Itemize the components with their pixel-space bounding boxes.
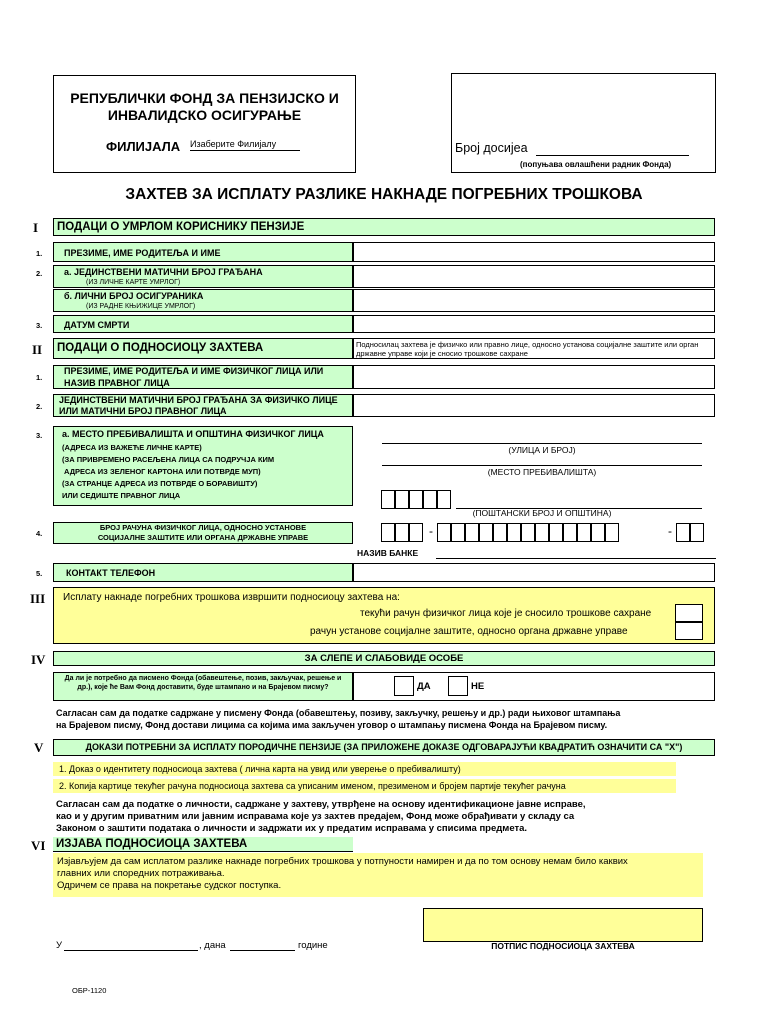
dash: - bbox=[668, 524, 672, 538]
section-2-note: Подносилац захтева је физичко или правно лице, односно установа социјалне заштите или орган државне управе који је сносио трошкове сахране bbox=[353, 338, 715, 359]
place-input[interactable] bbox=[64, 950, 198, 951]
section-5-numeral: V bbox=[34, 740, 44, 755]
section-3-numeral: III bbox=[30, 591, 46, 606]
payment-option-2-label: рачун установе социјалне заштите, односно органа државне управе bbox=[310, 626, 628, 637]
braille-yes-checkbox[interactable] bbox=[394, 676, 414, 696]
section-2-numeral: II bbox=[32, 342, 43, 357]
section-4-numeral: IV bbox=[31, 652, 46, 667]
deceased-name-input[interactable] bbox=[353, 242, 715, 262]
applicant-address-sub5: ИЛИ СЕДИШТЕ ПРАВНОГ ЛИЦА bbox=[62, 491, 181, 500]
street-label: (УЛИЦА И БРОЈ) bbox=[508, 445, 576, 455]
place-prefix: У bbox=[56, 940, 63, 951]
deceased-insured-number-text: б. ЛИЧНИ БРОЈ ОСИГУРАНИКА bbox=[64, 291, 204, 301]
deceased-jmbg-text: а. ЈЕДИНСТВЕНИ МАТИЧНИ БРОЈ ГРАЂАНА bbox=[64, 267, 263, 277]
fund-name bbox=[53, 90, 356, 124]
place-label: (МЕСТО ПРЕБИВАЛИШТА) bbox=[487, 467, 597, 477]
row-number: 4. bbox=[36, 529, 43, 538]
dash: - bbox=[429, 524, 433, 538]
signature-label: ПОТПИС ПОДНОСИОЦА ЗАХТЕВА bbox=[491, 941, 635, 951]
death-date-input[interactable] bbox=[353, 315, 715, 333]
data-consent-line1: Сагласан сам да податке о личности, садржане у захтеву, утврђене на основу идентификационе јавне исправе, bbox=[56, 799, 586, 810]
row-number: 2. bbox=[36, 269, 43, 278]
bank-account-part1[interactable] bbox=[381, 523, 423, 542]
deceased-jmbg-label bbox=[53, 265, 353, 288]
payment-option-1-label: текући рачун физичког лица које је сносило трошкове сахране bbox=[360, 608, 652, 619]
applicant-address-label bbox=[53, 426, 353, 506]
branch-label: ФИЛИЈАЛА bbox=[106, 139, 181, 154]
braille-no-checkbox[interactable] bbox=[448, 676, 468, 696]
row-number: 1. bbox=[36, 373, 43, 382]
section-4-heading: ЗА СЛЕПЕ И СЛАБОВИДЕ ОСОБЕ bbox=[53, 651, 715, 666]
applicant-jmbg-label: ЈЕДИНСТВЕНИ МАТИЧНИ БРОЈ ГРАЂАНА ЗА ФИЗИЧКО ЛИЦЕ ИЛИ МАТИЧНИ БРОЈ ПРАВНОГ ЛИЦА bbox=[53, 394, 353, 417]
applicant-address-text: а. МЕСТО ПРЕБИВАЛИШТА И ОПШТИНА ФИЗИЧКОГ ЛИЦА bbox=[62, 429, 324, 439]
bank-account-part3[interactable] bbox=[676, 523, 704, 542]
row-number: 3. bbox=[36, 431, 43, 440]
statement-line1: Изјављујем да сам исплатом разлике накнаде погребних трошкова у потпуности намирен и да по том основу немам било каквих bbox=[57, 856, 628, 867]
applicant-name-input[interactable] bbox=[353, 365, 715, 389]
form-title: ЗАХТЕВ ЗА ИСПЛАТУ РАЗЛИКЕ НАКНАДЕ ПОГРЕБНИХ ТРОШКОВА bbox=[125, 186, 643, 203]
fund-name-line2: ИНВАЛИДСКО ОСИГУРАЊЕ bbox=[107, 107, 302, 123]
payment-option-1-checkbox[interactable] bbox=[675, 604, 703, 622]
fund-name-line1: РЕПУБЛИЧКИ ФОНД ЗА ПЕНЗИЈСКО И bbox=[70, 90, 339, 106]
evidence-item-1[interactable]: 1. Доказ о идентитету подносиоца захтева ( лична карта на увид или уверење о пребивалишту) bbox=[53, 762, 676, 776]
deceased-insured-number-input[interactable] bbox=[353, 289, 715, 312]
applicant-address-sub2: (ЗА ПРИВРЕМЕНО РАСЕЉЕНА ЛИЦА СА ПОДРУЧЈА КИМ bbox=[62, 455, 275, 464]
braille-no-label: НЕ bbox=[471, 681, 485, 692]
file-number-input[interactable] bbox=[536, 155, 689, 156]
bank-name-input[interactable] bbox=[436, 558, 716, 559]
braille-yes-label: ДА bbox=[417, 681, 431, 692]
postal-code-input[interactable] bbox=[381, 490, 451, 509]
section-5-heading: ДОКАЗИ ПОТРЕБНИ ЗА ИСПЛАТУ ПОРОДИЧНЕ ПЕНЗИЈЕ (ЗА ПРИЛОЖЕНЕ ДОКАЗЕ ОДГОВАРАЈУЋИ КВАДРАТИЋ ОЗНАЧИТИ СА "Х") bbox=[53, 739, 715, 756]
applicant-name-label: ПРЕЗИМЕ, ИМЕ РОДИТЕЉА И ИМЕ ФИЗИЧКОГ ЛИЦА ИЛИ НАЗИВ ПРАВНОГ ЛИЦА bbox=[53, 365, 353, 389]
braille-consent-line2: на Брајевом писму, Фонд достави лицима са којима има закључен уговор о штампању писмена Фонда на Брајевом писму. bbox=[56, 720, 608, 730]
row-number: 1. bbox=[36, 249, 43, 258]
evidence-item-2[interactable]: 2. Копија картице текућег рачуна подносиоца захтева са уписаним именом, презименом и бројем партије текућег рачуна bbox=[53, 779, 676, 793]
place-input[interactable] bbox=[382, 465, 702, 466]
death-date-label: ДАТУМ СМРТИ bbox=[53, 315, 353, 333]
braille-question: Да ли је потребно да писмено Фонда (обавештење, позив, закључак, решење и др.), које ће Вам Фонд доставити, буде штампано и на Брајевом писму? bbox=[53, 672, 353, 701]
row-number: 5. bbox=[36, 569, 43, 578]
row-number: 3. bbox=[36, 321, 43, 330]
deceased-jmbg-sub: (ИЗ ЛИЧНЕ КАРТЕ УМРЛОГ) bbox=[86, 279, 181, 286]
street-input[interactable] bbox=[382, 443, 702, 444]
statement-line3: Одричем се права на покретање судског поступка. bbox=[57, 880, 282, 891]
section-1-heading: ПОДАЦИ О УМРЛОМ КОРИСНИКУ ПЕНЗИЈЕ bbox=[53, 218, 715, 236]
applicant-address-sub1: (АДРЕСА ИЗ ВАЖЕЋЕ ЛИЧНЕ КАРТЕ) bbox=[62, 443, 202, 452]
section-1-numeral: I bbox=[33, 220, 39, 235]
bank-account-label: БРОЈ РАЧУНА ФИЗИЧКОГ ЛИЦА, ОДНОСНО УСТАНОВЕ СОЦИЈАЛНЕ ЗАШТИТЕ ИЛИ ОРГАНА ДРЖАВНЕ УПРАВЕ bbox=[53, 522, 353, 544]
branch-select[interactable]: Изаберите Филијалу bbox=[190, 139, 300, 151]
file-number-note: (попуњава овлашћени радник Фонда) bbox=[520, 160, 672, 169]
statement-box bbox=[53, 853, 703, 897]
braille-consent-line1: Сагласан сам да податке садржане у писмену Фонда (обавештењу, позиву, закључку, решењу и др.) ради њиховог штампања bbox=[56, 708, 621, 718]
section-2-heading: ПОДАЦИ О ПОДНОСИОЦУ ЗАХТЕВА bbox=[53, 338, 353, 359]
statement-line2: главних или споредних потраживања. bbox=[57, 868, 225, 879]
section-6-heading: ИЗЈАВА ПОДНОСИОЦА ЗАХТЕВА bbox=[53, 837, 353, 852]
section-6-numeral: VI bbox=[31, 838, 46, 853]
date-label: , дана bbox=[199, 940, 226, 951]
form-code: ОБР-1120 bbox=[72, 986, 107, 995]
deceased-jmbg-input[interactable] bbox=[353, 265, 715, 288]
data-consent-line2: као и у другим приватним или јавним исправама које уз захтев предајем, Фонд може обрађивати у складу са bbox=[56, 811, 575, 822]
deceased-insured-number-sub: (ИЗ РАДНЕ КЊИЖИЦЕ УМРЛОГ) bbox=[86, 303, 196, 310]
applicant-address-sub3: АДРЕСА ИЗ ЗЕЛЕНОГ КАРТОНА ИЛИ ПОТВРДЕ МУП) bbox=[64, 467, 261, 476]
file-number-label: Број досијеа bbox=[455, 141, 528, 155]
phone-label: КОНТАКТ ТЕЛЕФОН bbox=[53, 563, 353, 582]
postal-label: (ПОШТАНСКИ БРОЈ И ОПШТИНА) bbox=[472, 508, 612, 518]
year-label: године bbox=[298, 940, 328, 951]
data-consent-line3: Законом о заштити података о личности и задржати их у предатим исправама у списима предмета. bbox=[56, 823, 528, 834]
bank-name-label: НАЗИВ БАНКЕ bbox=[357, 548, 419, 558]
deceased-name-label: ПРЕЗИМЕ, ИМЕ РОДИТЕЉА И ИМЕ bbox=[53, 242, 353, 262]
date-input[interactable] bbox=[230, 950, 295, 951]
phone-input[interactable] bbox=[353, 563, 715, 582]
row-number: 2. bbox=[36, 402, 43, 411]
file-number-box bbox=[451, 73, 716, 173]
bank-account-part2[interactable] bbox=[437, 523, 619, 542]
applicant-jmbg-input[interactable] bbox=[353, 394, 715, 417]
payment-option-2-checkbox[interactable] bbox=[675, 622, 703, 640]
deceased-insured-number-label bbox=[53, 289, 353, 312]
signature-box[interactable] bbox=[423, 908, 703, 942]
payment-instruction: Исплату накнаде погребних трошкова извршити подносиоцу захтева на: bbox=[63, 592, 400, 603]
applicant-address-sub4: (ЗА СТРАНЦЕ АДРЕСА ИЗ ПОТВРДЕ О БОРАВИШТУ) bbox=[62, 479, 258, 488]
